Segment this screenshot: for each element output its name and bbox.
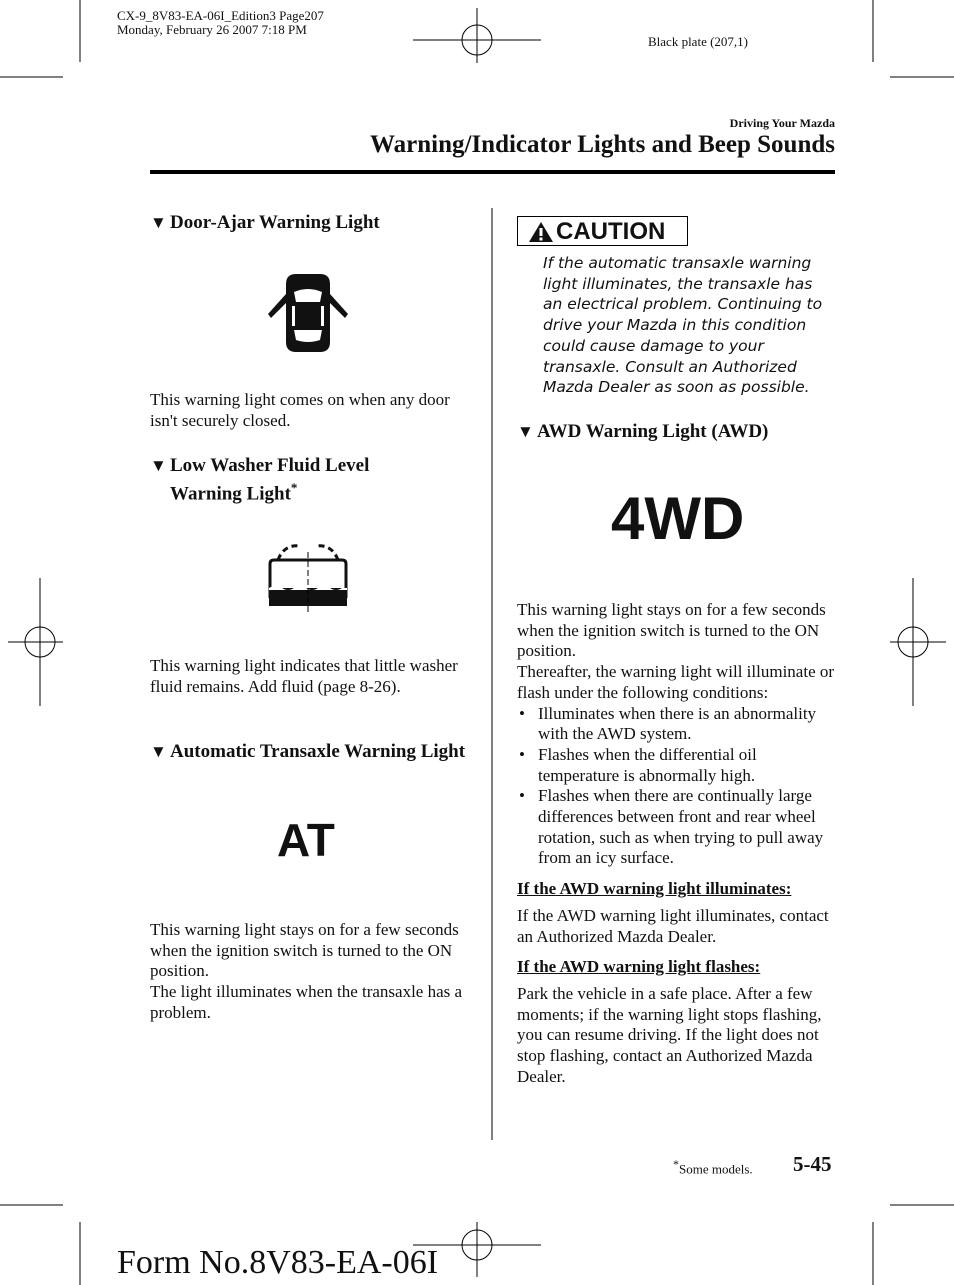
print-job-line1: CX-9_8V83-EA-06I_Edition3 Page207 bbox=[117, 8, 324, 23]
washer-body: This warning light indicates that little washer fluid remains. Add fluid (page 8-26). bbox=[150, 656, 458, 696]
4wd-symbol: 4WD bbox=[611, 485, 745, 552]
list-item: • Flashes when the differential oil temperature is abnormally high. bbox=[517, 745, 839, 786]
caution-label: CAUTION bbox=[556, 218, 666, 245]
at-symbol: AT bbox=[277, 814, 335, 866]
triangle-bullet-icon: ▼ bbox=[517, 422, 534, 441]
registration-mark-left bbox=[8, 578, 63, 706]
print-job-line2: Monday, February 26 2007 7:18 PM bbox=[117, 22, 307, 37]
list-item: • Flashes when there are continually large differences between front and rear wheel rotation, such as when trying to pull away from an icy surface. bbox=[517, 786, 839, 869]
door-ajar-body: This warning light comes on when any door isn't securely closed. bbox=[150, 390, 450, 430]
awd-flashes-heading: If the AWD warning light flashes: bbox=[517, 957, 761, 977]
awd-illuminates-heading: If the AWD warning light illuminates: bbox=[517, 879, 792, 899]
form-number: Form No.8V83-EA-06I bbox=[117, 1244, 439, 1281]
page-title: Warning/Indicator Lights and Beep Sounds bbox=[370, 131, 835, 158]
caution-triangle-icon bbox=[528, 221, 554, 243]
registration-mark-right bbox=[890, 578, 946, 706]
washer-fluid-icon bbox=[264, 540, 352, 618]
caution-text: If the automatic transaxle warning light illuminates, the transaxle has an electrical problem. Continuing to drive your Mazda in this condition could cause damage to your transaxle. Consult an Authorized Mazda Dealer as soon as possible. bbox=[543, 254, 823, 397]
door-ajar-heading: ▼ Door-Ajar Warning Light bbox=[150, 212, 380, 233]
print-job-info bbox=[117, 9, 324, 37]
footnote-star: * bbox=[673, 1157, 679, 1171]
registration-mark-top bbox=[413, 8, 541, 63]
list-item: • Illuminates when there is an abnormality with the AWD system. bbox=[517, 704, 839, 745]
awd-text bbox=[517, 600, 839, 1087]
section-label: Driving Your Mazda bbox=[729, 116, 835, 130]
transaxle-body1: This warning light stays on for a few seconds when the ignition switch is turned to the ON position. bbox=[150, 920, 459, 981]
triangle-bullet-icon: ▼ bbox=[150, 456, 167, 475]
page-number: 5-45 bbox=[793, 1152, 832, 1176]
transaxle-body bbox=[150, 920, 472, 1024]
awd-flashes-body: Park the vehicle in a safe place. After a few moments; if the warning light stops flashing, you can resume driving. If the light does not stop flashing, contact an Authorized Mazda Dealer. bbox=[517, 983, 822, 1086]
transaxle-body2: The light illuminates when the transaxle has a problem. bbox=[150, 982, 463, 1022]
washer-heading: ▼ Low Washer Fluid Level Warning Light* bbox=[150, 455, 370, 505]
awd-body1: This warning light stays on for a few seconds when the ignition switch is turned to the ON position. bbox=[517, 600, 826, 661]
caution-box bbox=[517, 216, 688, 246]
footnote bbox=[673, 1157, 753, 1177]
awd-heading: ▼ AWD Warning Light (AWD) bbox=[517, 421, 769, 442]
triangle-bullet-icon: ▼ bbox=[150, 742, 167, 761]
header-rule bbox=[150, 170, 835, 174]
transaxle-heading: ▼ Automatic Transaxle Warning Light bbox=[150, 741, 466, 762]
door-ajar-icon bbox=[262, 270, 354, 358]
triangle-bullet-icon: ▼ bbox=[150, 213, 167, 232]
plate-label: Black plate (207,1) bbox=[648, 34, 748, 49]
awd-condition-list bbox=[517, 704, 839, 870]
awd-illuminates-body: If the AWD warning light illuminates, contact an Authorized Mazda Dealer. bbox=[517, 905, 829, 946]
footnote-text: Some models. bbox=[679, 1161, 753, 1177]
awd-body2: Thereafter, the warning light will illuminate or flash under the following conditions: bbox=[517, 662, 835, 702]
footnote-star: * bbox=[290, 480, 298, 495]
